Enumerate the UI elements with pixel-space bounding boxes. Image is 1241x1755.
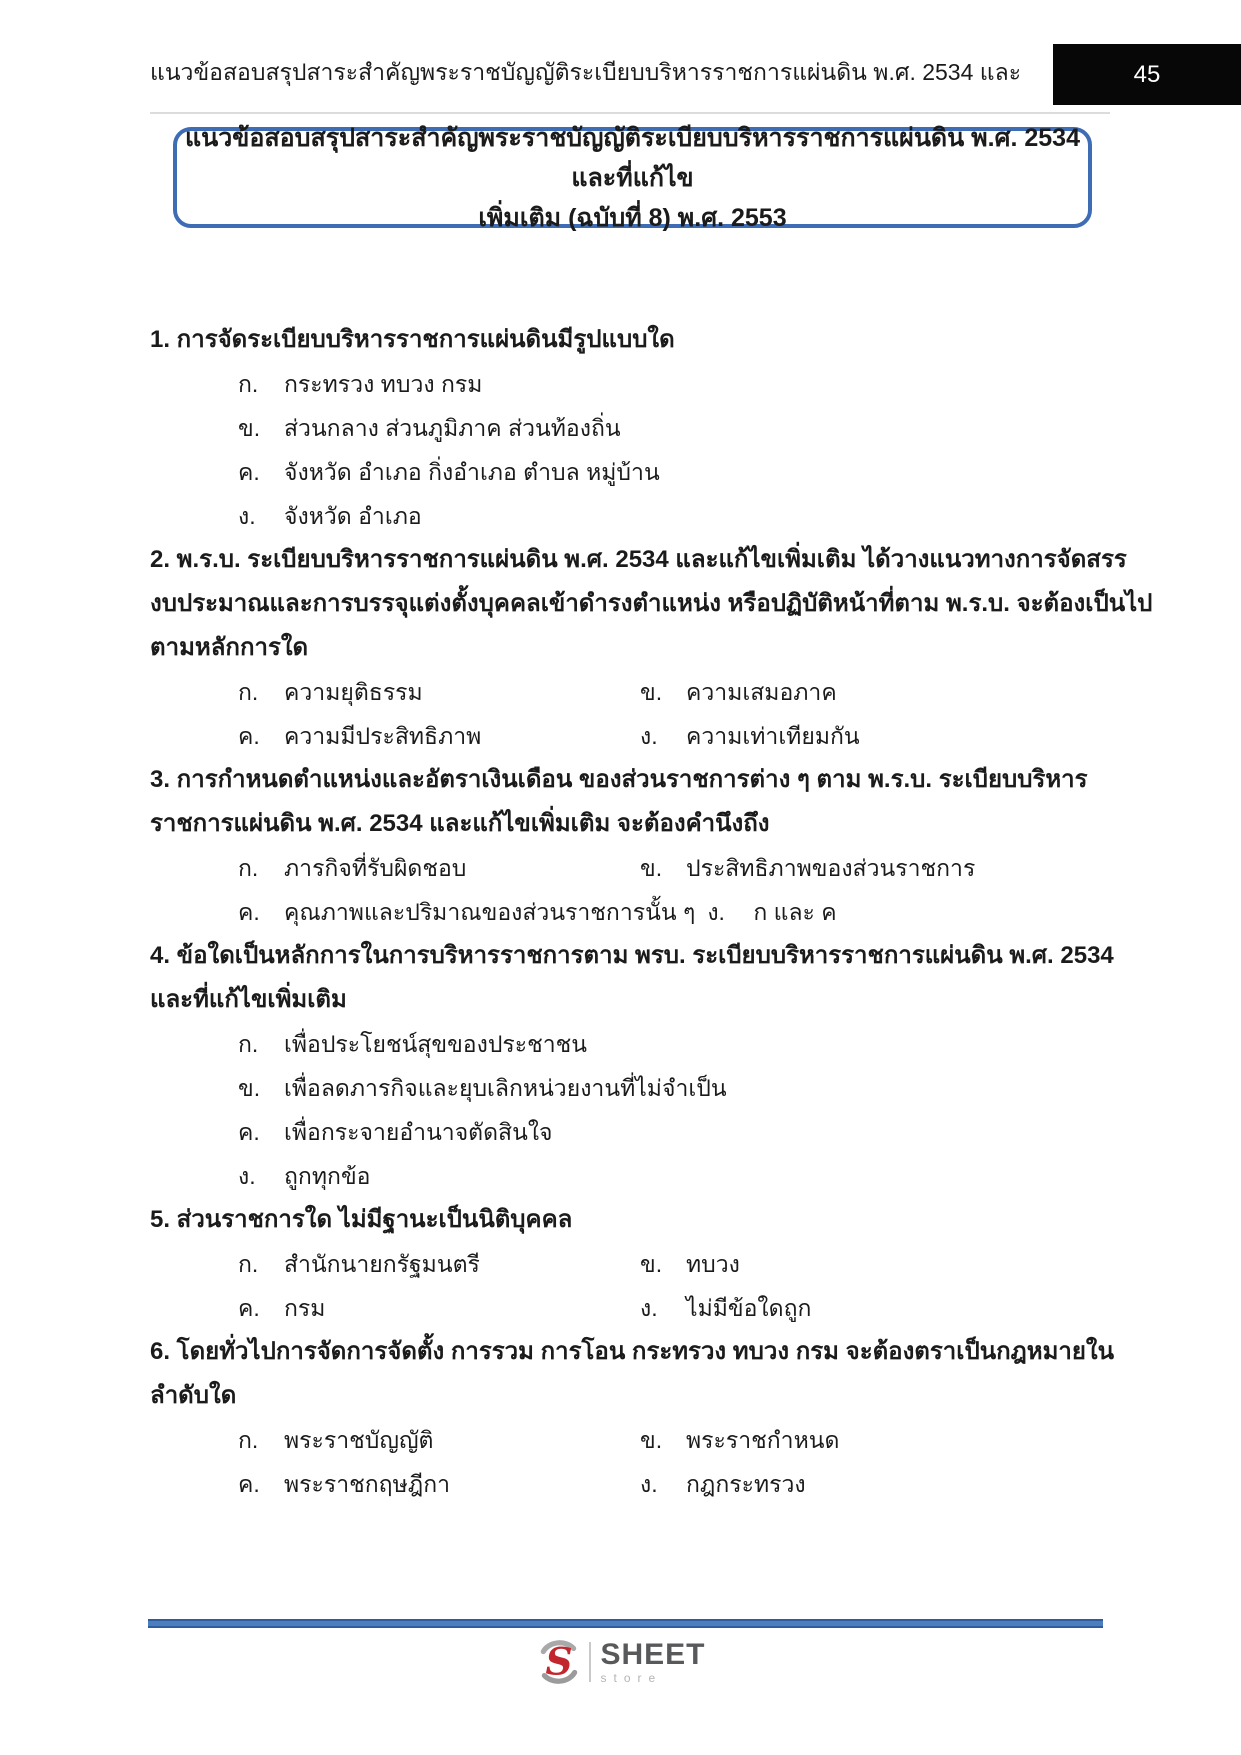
answer-option: ง. ถูกทุกข้อ bbox=[238, 1163, 371, 1189]
question-stem: 6. โดยทั่วไปการจัดการจัดตั้ง การรวม การโอน กระทรวง ทบวง กรม จะต้องตราเป็นกฎหมายใน bbox=[150, 1338, 1115, 1365]
svg-text:S: S bbox=[545, 1639, 574, 1684]
question-stem-line: ราชการแผ่นดิน พ.ศ. 2534 และแก้ไขเพิ่มเติม จะต้องคำนึงถึง bbox=[150, 810, 770, 837]
question-stem-line: งบประมาณและการบรรจุแต่งตั้งบุคคลเข้าดำรงตำแหน่ง หรือปฏิบัติหน้าที่ตาม พ.ร.บ. จะต้องเป็นไป bbox=[150, 590, 1153, 617]
answer-option: ก. สำนักนายกรัฐมนตรี bbox=[238, 1251, 480, 1277]
answer-option: ข. เพื่อลดภารกิจและยุบเลิกหน่วยงานที่ไม่จำเป็น bbox=[238, 1075, 727, 1101]
answer-option: ข. ทบวง bbox=[640, 1251, 740, 1277]
answer-option: ข. ความเสมอภาค bbox=[640, 679, 837, 705]
answer-option: ค. ความมีประสิทธิภาพ bbox=[238, 723, 482, 749]
answer-option: ค. พระราชกฤษฎีกา bbox=[238, 1471, 451, 1497]
answer-option-row bbox=[150, 1242, 1110, 1286]
answer-option: ง. จังหวัด อำเภอ bbox=[238, 503, 422, 529]
running-header: แนวข้อสอบสรุปสาระสำคัญพระราชบัญญัติระเบียบบริหารราชการแผ่นดิน พ.ศ. 2534 และ bbox=[150, 59, 1022, 85]
brand-name: SHEET bbox=[600, 1637, 706, 1671]
logo-divider bbox=[589, 1642, 591, 1682]
question-stem: 2. พ.ร.บ. ระเบียบบริหารราชการแผ่นดิน พ.ศ. 2534 และแก้ไขเพิ่มเติม ได้วางแนวทางการจัดสรร bbox=[150, 546, 1127, 573]
title-line-1: แนวข้อสอบสรุปสาระสำคัญพระราชบัญญัติระเบียบบริหารราชการแผ่นดิน พ.ศ. 2534 และที่แก้ไข bbox=[185, 123, 1080, 192]
question-stem-line: ลำดับใด bbox=[150, 1382, 237, 1409]
answer-option: ค. คุณภาพและปริมาณของส่วนราชการนั้น ๆ bbox=[238, 899, 696, 925]
answer-option: ข. ประสิทธิภาพของส่วนราชการ bbox=[640, 855, 976, 881]
answer-option-row bbox=[150, 846, 1110, 890]
answer-option-row bbox=[150, 1418, 1110, 1462]
answer-option: ง. ความเท่าเทียมกัน bbox=[640, 723, 860, 749]
footer-logo bbox=[0, 1634, 1241, 1690]
answer-option: ง. ไม่มีข้อใดถูก bbox=[640, 1295, 812, 1321]
question-stem-line: ตามหลักการใด bbox=[150, 634, 309, 661]
title-box bbox=[173, 123, 1092, 232]
question-stem: 1. การจัดระเบียบบริหารราชการแผ่นดินมีรูปแบบใด bbox=[150, 326, 675, 353]
answer-option: ข. พระราชกำหนด bbox=[640, 1427, 840, 1453]
header-divider bbox=[150, 112, 1110, 114]
answer-option: ข. ส่วนกลาง ส่วนภูมิภาค ส่วนท้องถิ่น bbox=[238, 415, 621, 441]
question-stem: 5. ส่วนราชการใด ไม่มีฐานะเป็นนิติบุคคล bbox=[150, 1206, 573, 1233]
page-number: 45 bbox=[1053, 44, 1241, 105]
answer-option: ก. กระทรวง ทบวง กรม bbox=[238, 371, 483, 397]
answer-option-row bbox=[150, 1286, 1110, 1330]
answer-option-row bbox=[150, 670, 1110, 714]
answer-option-row bbox=[150, 890, 1110, 934]
question-list bbox=[150, 318, 1153, 1506]
answer-option-row bbox=[150, 1462, 1110, 1506]
answer-option-row bbox=[150, 714, 1110, 758]
answer-option: ก. ภารกิจที่รับผิดชอบ bbox=[238, 855, 467, 881]
answer-option: ค. จังหวัด อำเภอ กิ่งอำเภอ ตำบล หมู่บ้าน bbox=[238, 459, 660, 485]
answer-option: ค. กรม bbox=[238, 1295, 326, 1321]
question-stem-line: และที่แก้ไขเพิ่มเติม bbox=[150, 986, 347, 1013]
title-line-2: เพิ่มเติม (ฉบับที่ 8) พ.ศ. 2553 bbox=[478, 203, 787, 232]
answer-option: ก. พระราชบัญญัติ bbox=[238, 1427, 434, 1453]
question-stem: 4. ข้อใดเป็นหลักการในการบริหารราชการตาม พรบ. ระเบียบบริหารราชการแผ่นดิน พ.ศ. 2534 bbox=[150, 942, 1114, 969]
answer-option: ง. ก และ ค bbox=[707, 899, 837, 925]
answer-option: ก. เพื่อประโยชน์สุขของประชาชน bbox=[238, 1031, 587, 1057]
sheet-store-s-icon bbox=[535, 1638, 583, 1686]
brand-subtitle: store bbox=[600, 1670, 663, 1685]
answer-option: ก. ความยุติธรรม bbox=[238, 679, 423, 705]
question-stem: 3. การกำหนดตำแหน่งและอัตราเงินเดือน ของส่วนราชการต่าง ๆ ตาม พ.ร.บ. ระเบียบบริหาร bbox=[150, 766, 1088, 793]
footer-divider bbox=[148, 1619, 1103, 1628]
answer-option: ค. เพื่อกระจายอำนาจตัดสินใจ bbox=[238, 1119, 553, 1145]
answer-option: ง. กฎกระทรวง bbox=[640, 1471, 806, 1497]
